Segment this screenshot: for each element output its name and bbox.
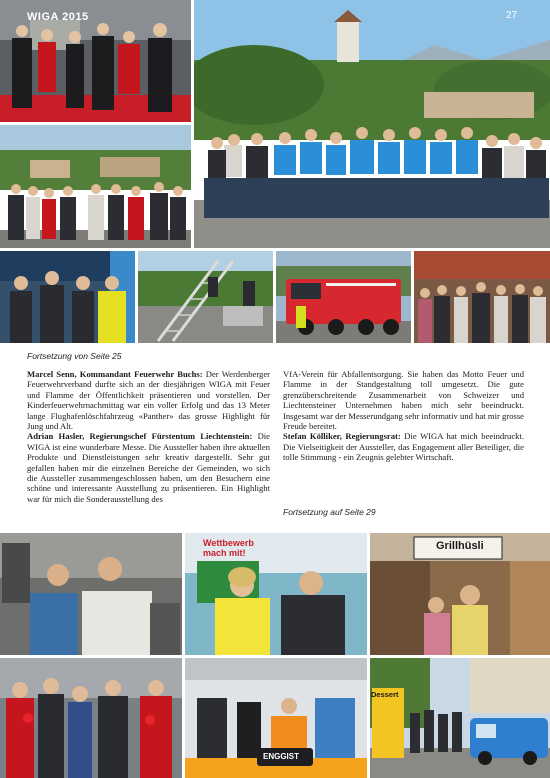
photo-booth-team [0,251,135,343]
photo-two-men [0,533,182,655]
grillhuesli-sign: Grillhüsli [436,540,484,552]
wettbewerb-sign: Wettbewerb mach mit! [203,538,254,558]
photo-visitors-at-booth [414,251,550,343]
speaker-senn-heading: Marcel Senn, Kommandant Feuerwehr Buchs: [27,369,203,379]
article-column-right [283,369,524,463]
continued-to-label: Fortsetzung auf Seite 29 [283,507,376,517]
speaker-senn-text: Der Werdenberger Feuerwehrverband durfte sich an der diesjährigen WIGA mit Feuer und Flamme der Öffentlichkeit präsentieren und vorstellen. Der Kinderfeuerwehrnachmittag war ein voller Erfolg und das 13 Meter lange Flughafenlöschfahrzeug «Panther» das grosse Highlight für Jung und Alt. [27,369,271,432]
section-header: WIGA 2015 [27,11,89,23]
photo-fire-ladder [138,251,273,343]
page-number: 27 [506,10,518,21]
speaker-hasler-heading: Adrian Hasler, Regierungschef Fürstentum Liechtenstein: [27,431,253,442]
photo-castle-group [194,0,550,248]
continued-from-label: Fortsetzung von Seite 25 [27,351,122,361]
photo-group-with-roses [0,658,182,778]
enggist-sign: ENGGIST [263,752,300,761]
photo-group-lakeside [0,125,191,248]
speaker-hasler-text: Die WIGA ist eine wunderbare Messe. Die Aussteller haben ihre aktuellen Produkte und Dienstleistungen sehr kreativ dargestellt. Sehr gut gefallen haben mir die einzelnen Bereiche der Gemeinden, wo sich die Aussteller zusammengeschlossen haben, um den Besuchern eine schöne und interessante Ausstellung zu präsentieren. Ein Highlight war für mich die Sonderausstellung des [27,431,270,504]
photo-airport-fire-truck [276,251,411,343]
vfa-paragraph: VfA-Verein für Abfallentsorgung. Sie haben das Motto Feuer und Flamme in der Standgestaltung toll umgesetzt. Die gute grenzüberschreitende Zusammenarbeit von Schweizer und Liechtensteiner Unternehmen haben mich sehr beeindruckt. Insgesamt war der Messerundgang sehr informativ und hat mir grosse Freude bereitet. [283,369,524,432]
article-column-left [27,369,270,504]
dessert-sign: Dessert [371,690,399,699]
speaker-koelliker-text: Die WIGA hat mich beeindruckt. Die Vielseitigkeit der Aussteller, das Engagement aller Beteiliger, die tolle Stimmung - ein Zeugnis gelebter Wirtschaft. [283,431,524,463]
speaker-koelliker-heading: Stefan Kölliker, Regierungsrat: [283,431,401,442]
photo-tourist-train [370,658,550,778]
